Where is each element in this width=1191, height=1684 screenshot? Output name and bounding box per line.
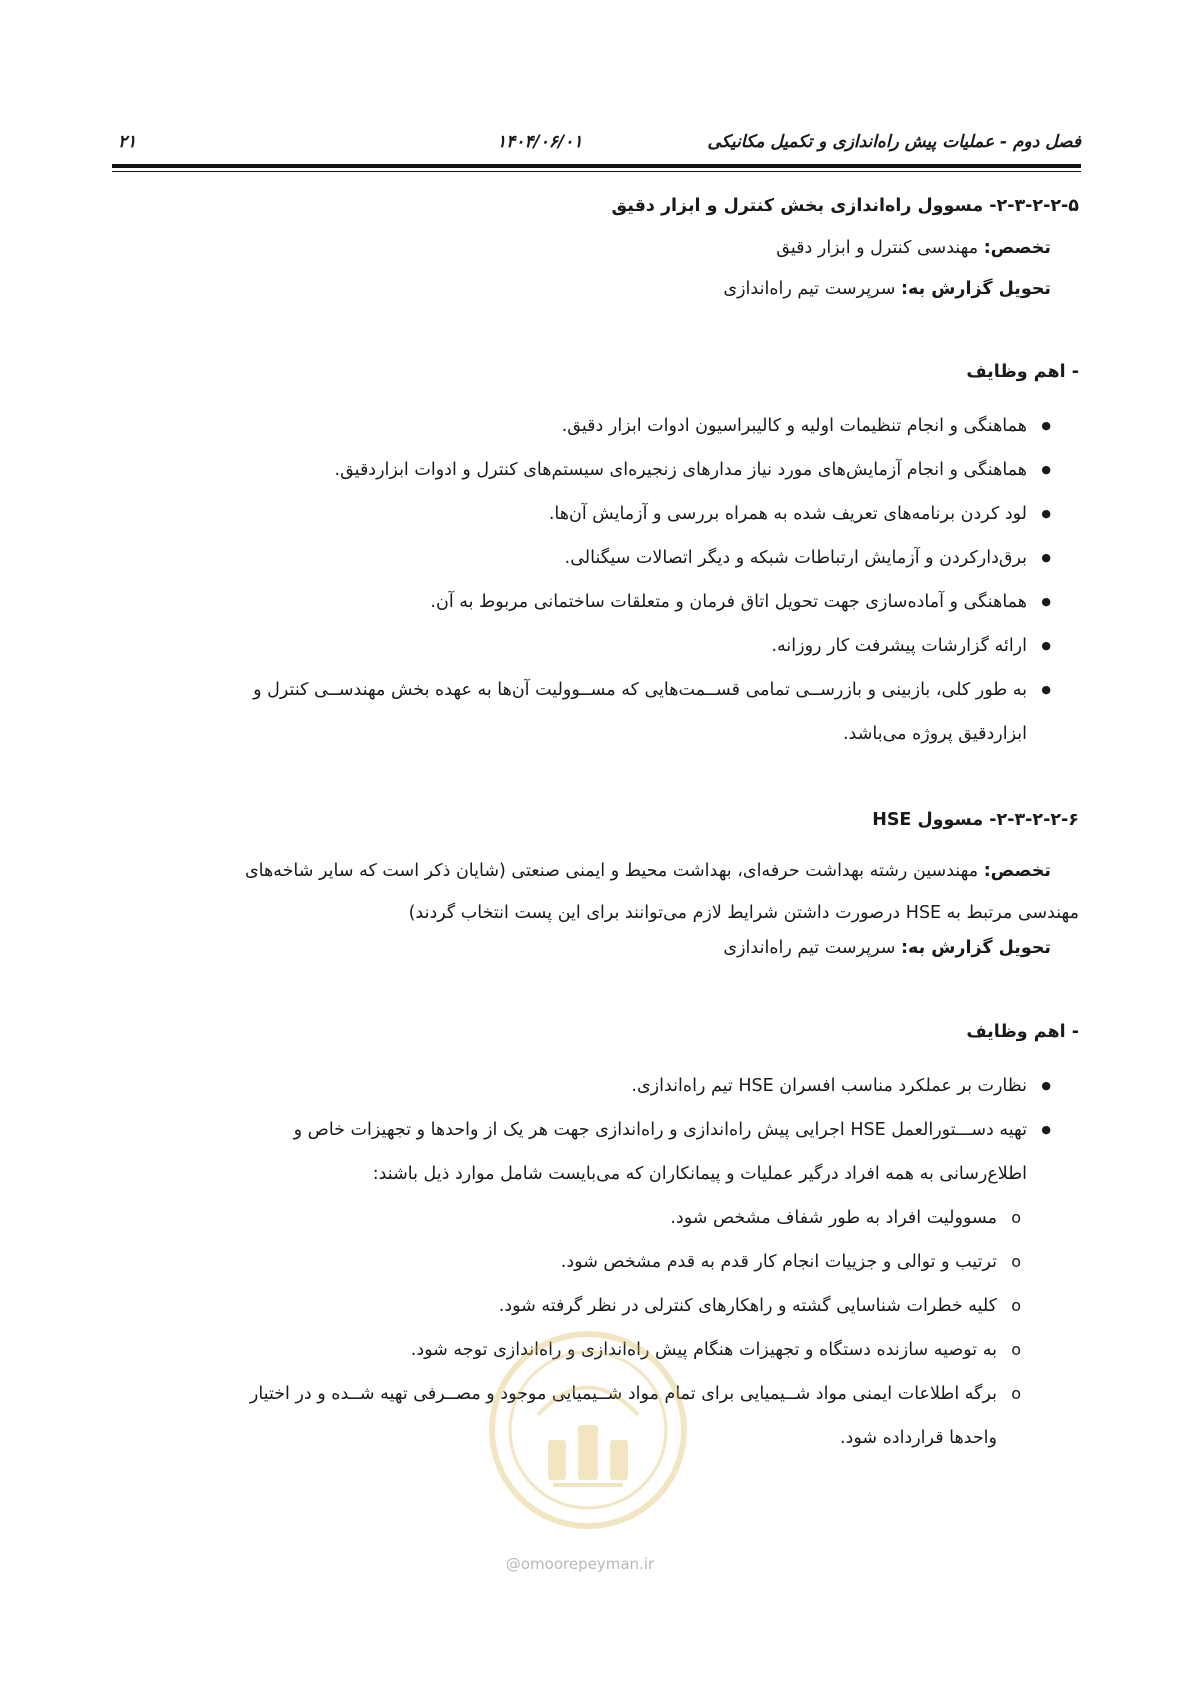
page-number: ۲۱ (118, 132, 137, 152)
section5-duties-list (112, 404, 1051, 756)
list-item (112, 1108, 1051, 1196)
page-header (112, 128, 1081, 158)
sub-list-item: o کلیه خطرات شناسایی گشته و راهکارهای کنترلی در نظر گرفته شود. (112, 1284, 1021, 1328)
specialty-label: تخصص: (983, 238, 1051, 258)
report-label: تحویل گزارش به: (901, 938, 1051, 958)
section6-specialty-line1 (112, 850, 1079, 892)
list-item: ● ارائه گزارشات پیشرفت کار روزانه. (112, 624, 1051, 668)
list-item: ● برق‌دارکردن و آزمایش ارتباطات شبکه و دیگر اتصالات سیگنالی. (112, 536, 1051, 580)
section5-duties-title-block (112, 362, 1079, 382)
section5-specialty (112, 228, 1051, 269)
section5-report-to (112, 269, 1051, 310)
duty-last-line1: ● به طور کلی، بازبینی و بازرســی تمامی قســمت‌هایی که مســوولیت آن‌ها به عهده بخش مهندســی کنترل و (253, 680, 1027, 700)
duty-last-line2: ابزاردقیق پروژه می‌باشد. (842, 724, 1027, 744)
report-label: تحویل گزارش به: (901, 279, 1051, 299)
sub-list-item: o مسوولیت افراد به طور شفاف مشخص شود. (112, 1196, 1021, 1240)
sub-list-item: o به توصیه سازنده دستگاه و تجهیزات هنگام پیش راه‌اندازی و راه‌اندازی توجه شود. (112, 1328, 1021, 1372)
section5-meta (112, 228, 1051, 310)
list-item: ● هماهنگی و آماده‌سازی جهت تحویل اتاق فرمان و متعلقات ساختمانی مربوط به آن. (112, 580, 1051, 624)
header-rule-thick (112, 164, 1081, 168)
specialty-value: مهندسین رشته بهداشت حرفه‌ای، بهداشت محیط و ایمنی صنعتی (شایان ذکر است که سایر شاخه‌های (244, 861, 984, 881)
list-item (112, 668, 1051, 756)
duty2-line2: اطلاع‌رسانی به همه افراد درگیر عملیات و پیمانکاران که می‌بایست شامل موارد ذیل باشند: (372, 1164, 1027, 1184)
section5-duties-title: - اهم وظایف (966, 362, 1079, 382)
list-item: ● لود کردن برنامه‌های تعریف شده به همراه بررسی و آزمایش آن‌ها. (112, 492, 1051, 536)
chapter-title: فصل دوم - عملیات پیش راه‌اندازی و تکمیل مکانیکی (707, 132, 1081, 152)
header-rule-thin (112, 171, 1081, 172)
section6-report-line (112, 938, 1051, 958)
section6-heading-block (112, 810, 1079, 830)
section6-heading: ۲-۳-۲-۲-۶- مسوول HSE (872, 810, 1079, 830)
section6-duties-title-block (112, 1022, 1079, 1042)
section6-duties-title: - اهم وظایف (966, 1022, 1079, 1042)
report-value: سرپرست تیم راه‌اندازی (723, 279, 901, 299)
sub-last-line1: o برگه اطلاعات ایمنی مواد شــیمیایی برای تمام مواد شــیمیایی موجود و مصــرفی تهیه شــده و در اختیار (249, 1384, 997, 1404)
section5-heading: ۲-۳-۲-۲-۵- مسوول راه‌اندازی بخش کنترل و ابزار دقیق (611, 196, 1079, 216)
report-value: سرپرست تیم راه‌اندازی (723, 938, 901, 958)
sub-last-line2: واحدها قرارداده شود. (839, 1428, 997, 1448)
list-item: ● نظارت بر عملکرد مناسب افسران HSE تیم راه‌اندازی. (112, 1064, 1051, 1108)
watermark-url: @omoorepeyman.ir (505, 1555, 655, 1573)
section6-specialty (112, 850, 1079, 934)
list-item: ● هماهنگی و انجام تنظیمات اولیه و کالیبراسیون ادوات ابزار دقیق. (112, 404, 1051, 448)
section6-specialty-line2: مهندسی مرتبط به HSE درصورت داشتن شرایط لازم می‌توانند برای این پست انتخاب گردند) (408, 903, 1079, 923)
duty2-line1: ● تهیه دســـتورالعمل HSE اجرایی پیش راه‌اندازی و راه‌اندازی جهت هر یک از واحدها و تجهیزات خاص و (293, 1120, 1027, 1140)
specialty-label: تخصص: (983, 861, 1051, 881)
section5-heading-block (112, 196, 1079, 216)
sub-list-item: o ترتیب و توالی و جزییات انجام کار قدم به قدم مشخص شود. (112, 1240, 1021, 1284)
specialty-value: مهندسی کنترل و ابزار دقیق (776, 238, 984, 258)
header-date: ۱۴۰۴/۰۶/۰۱ (497, 132, 583, 152)
list-item: ● هماهنگی و انجام آزمایش‌های مورد نیاز مدارهای زنجیره‌ای سیستم‌های کنترل و ادوات ابزاردقیق. (112, 448, 1051, 492)
section6-report-to (112, 938, 1051, 958)
watermark-logo-icon (478, 1320, 698, 1540)
